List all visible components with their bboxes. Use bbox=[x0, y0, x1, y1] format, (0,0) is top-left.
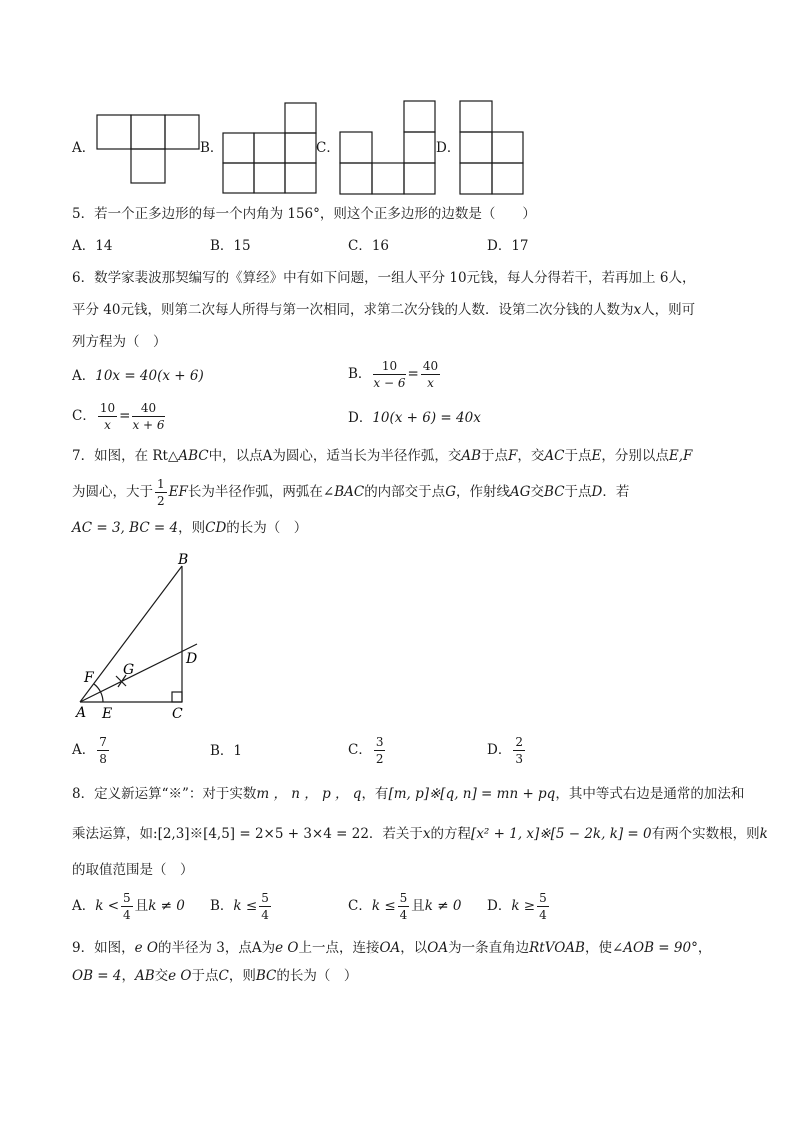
q7-option-d: D． $\frac{2}{3}$ bbox=[487, 735, 523, 766]
q5-option-c: C．16 bbox=[348, 238, 390, 254]
q4-option-a-label: A． bbox=[72, 140, 96, 156]
q7-stem-line3: AC = 3, BC = 4，则CD的长为（ ） bbox=[72, 520, 308, 536]
q5-option-a: A．14 bbox=[72, 238, 113, 254]
label-b: B bbox=[178, 552, 189, 568]
q8-option-d: D．k ≥ $\frac{5}{4}$ bbox=[487, 891, 547, 922]
q8-option-c: C．k ≤ $\frac{5}{4}$ 且k ≠ 0 bbox=[348, 891, 462, 922]
q6-option-c: C． $\frac{10}{x}$ = $\frac{40}{x + 6}$ bbox=[72, 401, 165, 432]
q5-option-d: D．17 bbox=[487, 238, 529, 254]
q5-option-b: B．15 bbox=[210, 238, 251, 254]
q4-option-b-label: B． bbox=[200, 140, 224, 156]
q6-option-d: D．10(x + 6) = 40x bbox=[348, 410, 481, 426]
q4-option-d-label: D． bbox=[436, 140, 461, 156]
q6-stem-line3: 列方程为（ ） bbox=[72, 334, 167, 350]
label-d: D bbox=[186, 651, 198, 667]
q8-stem-line1: 8．定义新运算“※”：对于实数m ， n ， p ， q，有[m, p]※[q, n] = mn + pq，其中等式右边是通常的加法和 bbox=[72, 786, 745, 802]
q7-option-a: A． $\frac{7}{8}$ bbox=[72, 735, 107, 766]
q7-option-b: B．1 bbox=[210, 743, 243, 759]
q8-stem-line3: 的取值范围是（ ） bbox=[72, 862, 194, 878]
label-e: E bbox=[102, 706, 113, 722]
q4-net-d bbox=[459, 100, 525, 196]
q5-stem: 5．若一个正多边形的每一个内角为 156°，则这个正多边形的边数是（ ） bbox=[72, 206, 536, 222]
q9-stem-line1: 9．如图，e O的半径为 3，点A为e O上一点，连接OA，以OA为一条直角边RtVOAB，使∠AOB = 90°， bbox=[72, 940, 712, 956]
q8-option-a: A．k < $\frac{5}{4}$ 且k ≠ 0 bbox=[72, 891, 185, 922]
q6-option-a: A．10x = 40(x + 6) bbox=[72, 368, 204, 384]
q7-stem-line2: 为圆心，大于 $\frac{1}{2}$ EF长为半径作弧，两弧在∠BAC的内部交于点G，作射线AG交BC于点D．若 bbox=[72, 477, 630, 508]
label-f: F bbox=[84, 670, 94, 686]
q4-option-c-label: C． bbox=[316, 140, 340, 156]
q4-net-c bbox=[339, 100, 437, 196]
q4-net-a bbox=[96, 114, 200, 184]
q8-stem-line2: 乘法运算，如:[2,3]※[4,5] = 2×5 + 3×4 = 22．若关于x的方程[x² + 1, x]※[5 − 2k, k] = 0有两个实数根，则k bbox=[72, 826, 768, 842]
label-g: G bbox=[123, 662, 135, 678]
q6-stem-line1: 6．数学家裴波那契编写的《算经》中有如下问题，一组人平分 10元钱，每人分得若干，若再加上 6人， bbox=[72, 270, 696, 286]
q7-option-c: C． $\frac{3}{2}$ bbox=[348, 735, 384, 766]
q7-triangle-figure bbox=[66, 550, 206, 722]
label-c: C bbox=[172, 706, 183, 722]
right-angle-mark bbox=[172, 692, 182, 702]
q7-stem-line1: 7．如图，在 Rt△ABC中，以点A为圆心，适当长为半径作弧，交AB于点F，交AC于点E，分别以点E,F bbox=[72, 448, 693, 464]
q4-net-b bbox=[222, 102, 318, 194]
q8-option-b: B．k ≤ $\frac{5}{4}$ bbox=[210, 891, 269, 922]
q6-stem-line2: 平分 40元钱，则第二次每人所得与第一次相同，求第二次分钱的人数．设第二次分钱的人数为x人，则可 bbox=[72, 302, 696, 318]
segment-ab bbox=[80, 566, 182, 702]
label-a: A bbox=[76, 705, 87, 721]
q9-stem-line2: OB = 4，AB交e O于点C，则BC的长为（ ） bbox=[72, 968, 358, 984]
ray-ag bbox=[80, 644, 197, 702]
q6-option-b: B． $\frac{10}{x - 6}$ = $\frac{40}{x}$ bbox=[348, 359, 439, 390]
